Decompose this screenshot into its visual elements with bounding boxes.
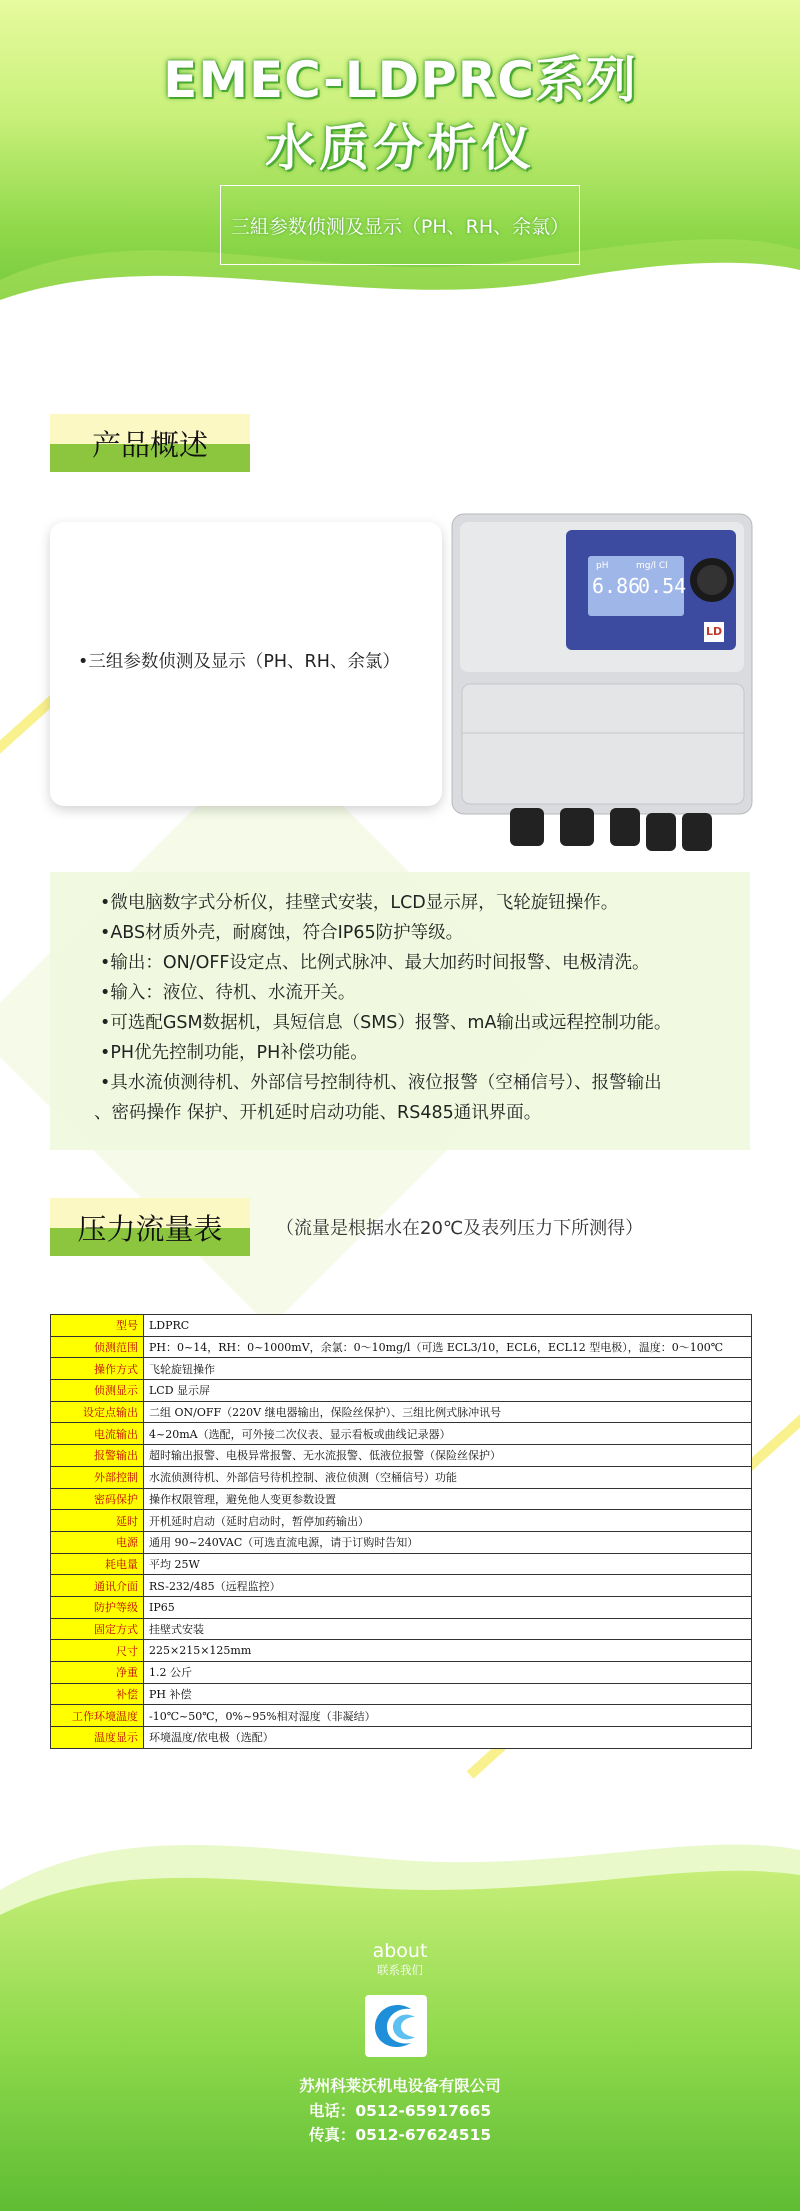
- spec-key: 尺寸: [51, 1640, 144, 1662]
- spec-value: LDPRC: [144, 1315, 752, 1337]
- spec-key: 延时: [51, 1510, 144, 1532]
- company-logo-icon: [365, 1995, 427, 2057]
- feature-item: •输出：ON/OFF设定点、比例式脉冲、最大加药时间报警、电极清洗。: [100, 953, 650, 973]
- spec-key: 密码保护: [51, 1488, 144, 1510]
- product-image: [450, 508, 760, 853]
- features-list: [94, 888, 740, 1128]
- spec-value: LCD 显示屏: [144, 1380, 752, 1402]
- spec-value: 开机延时启动（延时启动时，暂停加药输出）: [144, 1510, 752, 1532]
- table-row: [51, 1705, 752, 1727]
- spec-value: 4~20mA（选配，可外接二次仪表、显示看板或曲线记录器）: [144, 1423, 752, 1445]
- spec-value: -10℃~50℃，0%~95%相对湿度（非凝结）: [144, 1705, 752, 1727]
- company-name: 苏州科莱沃机电设备有限公司: [299, 2077, 501, 2095]
- page-title-line1: EMEC-LDPRC系列: [163, 51, 637, 109]
- overview-card-text: •三组参数侦测及显示（PH、RH、余氯）: [78, 652, 400, 672]
- table-row: [51, 1575, 752, 1597]
- table-row: [51, 1553, 752, 1575]
- device-ph-value: 6.86: [592, 574, 641, 598]
- table-row: [51, 1727, 752, 1749]
- spec-key: 电流输出: [51, 1423, 144, 1445]
- device-cl-label: mg/l Cl: [636, 561, 668, 571]
- device-ph-label: pH: [596, 561, 609, 571]
- device-cl-value: 0.54: [638, 574, 687, 598]
- table-row: [51, 1445, 752, 1467]
- spec-key: 防护等级: [51, 1596, 144, 1618]
- spec-value: 飞轮旋钮操作: [144, 1358, 752, 1380]
- spec-value: 225×215×125mm: [144, 1640, 752, 1662]
- feature-item: •PH优先控制功能，PH补偿功能。: [100, 1043, 368, 1063]
- spec-key: 补偿: [51, 1683, 144, 1705]
- spec-key: 报警输出: [51, 1445, 144, 1467]
- company-logo: [365, 1995, 427, 2057]
- spec-value: 挂壁式安装: [144, 1618, 752, 1640]
- feature-item: •微电脑数字式分析仪，挂壁式安装，LCD显示屏，飞轮旋钮操作。: [100, 893, 619, 913]
- spec-key: 设定点输出: [51, 1401, 144, 1423]
- spec-value: 1.2 公斤: [144, 1662, 752, 1684]
- table-row: [51, 1662, 752, 1684]
- table-row: [51, 1380, 752, 1402]
- table-row: [51, 1423, 752, 1445]
- spec-key: 固定方式: [51, 1618, 144, 1640]
- spec-value: 操作权限管理，避免他人变更参数设置: [144, 1488, 752, 1510]
- spec-value: 通用 90~240VAC（可选直流电源，请于订购时告知）: [144, 1531, 752, 1553]
- spec-key: 电源: [51, 1531, 144, 1553]
- page-title-line2: 水质分析仪: [265, 119, 535, 177]
- spec-key: 耗电量: [51, 1553, 144, 1575]
- table-row: [51, 1640, 752, 1662]
- spec-value: RS-232/485（远程监控）: [144, 1575, 752, 1597]
- table-row: [51, 1531, 752, 1553]
- contact-fax: 传真：0512-67624515: [308, 2126, 492, 2144]
- table-row: [51, 1466, 752, 1488]
- section-heading-overview: [50, 414, 250, 472]
- table-row: [51, 1358, 752, 1380]
- about-subheading: 联系我们: [377, 1963, 423, 1977]
- spec-value: 超时输出报警、电极异常报警、无水流报警、低液位报警（保险丝保护）: [144, 1445, 752, 1467]
- spec-key: 外部控制: [51, 1466, 144, 1488]
- table-row: [51, 1401, 752, 1423]
- section-heading-label: 产品概述: [91, 427, 208, 462]
- feature-item: 、密码操作 保护、开机延时启动功能、RS485通讯界面。: [94, 1103, 542, 1123]
- spec-value: 水流侦测待机、外部信号待机控制、液位侦测（空桶信号）功能: [144, 1466, 752, 1488]
- spec-key: 操作方式: [51, 1358, 144, 1380]
- table-row: [51, 1683, 752, 1705]
- spec-key: 型号: [51, 1315, 144, 1337]
- spec-value: 环境温度/依电极（选配）: [144, 1727, 752, 1749]
- table-row: [51, 1510, 752, 1532]
- about-heading: about: [372, 1940, 428, 1962]
- spec-key: 通讯介面: [51, 1575, 144, 1597]
- table-row: [51, 1596, 752, 1618]
- feature-item: •ABS材质外壳，耐腐蚀，符合IP65防护等级。: [100, 923, 464, 943]
- spec-value: PH 补偿: [144, 1683, 752, 1705]
- spec-table: [50, 1314, 752, 1749]
- table-row: [51, 1315, 752, 1337]
- section-heading-label: 压力流量表: [77, 1211, 223, 1246]
- section-heading-flow: [50, 1198, 250, 1256]
- spec-key: 温度显示: [51, 1727, 144, 1749]
- spec-value: 二组 ON/OFF（220V 继电器输出，保险丝保护）、三组比例式脉冲讯号: [144, 1401, 752, 1423]
- feature-item: •可选配GSM数据机，具短信息（SMS）报警、mA输出或远程控制功能。: [100, 1013, 672, 1033]
- spec-value: IP65: [144, 1596, 752, 1618]
- spec-key: 净重: [51, 1662, 144, 1684]
- table-row: [51, 1488, 752, 1510]
- table-row: [51, 1618, 752, 1640]
- spec-key: 侦测显示: [51, 1380, 144, 1402]
- flow-note: （流量是根据水在20℃及表列压力下所测得）: [276, 1218, 644, 1239]
- spec-key: 工作环境温度: [51, 1705, 144, 1727]
- spec-key: 侦测范围: [51, 1336, 144, 1358]
- spec-value: PH：0~14，RH：0~1000mV，余氯：0～10mg/l（可选 ECL3/10，ECL6，ECL12 型电极），温度：0～100℃: [144, 1336, 752, 1358]
- device-brand-logo: LD: [706, 625, 723, 638]
- subtitle-box: 三組参数侦测及显示（PH、RH、余氯）: [220, 185, 580, 265]
- spec-value: 平均 25W: [144, 1553, 752, 1575]
- contact-phone: 电话：0512-65917665: [308, 2102, 492, 2120]
- feature-item: •输入：液位、待机、水流开关。: [100, 983, 356, 1003]
- feature-item: •具水流侦测待机、外部信号控制待机、液位报警（空桶信号）、报警输出: [100, 1073, 662, 1093]
- table-row: [51, 1336, 752, 1358]
